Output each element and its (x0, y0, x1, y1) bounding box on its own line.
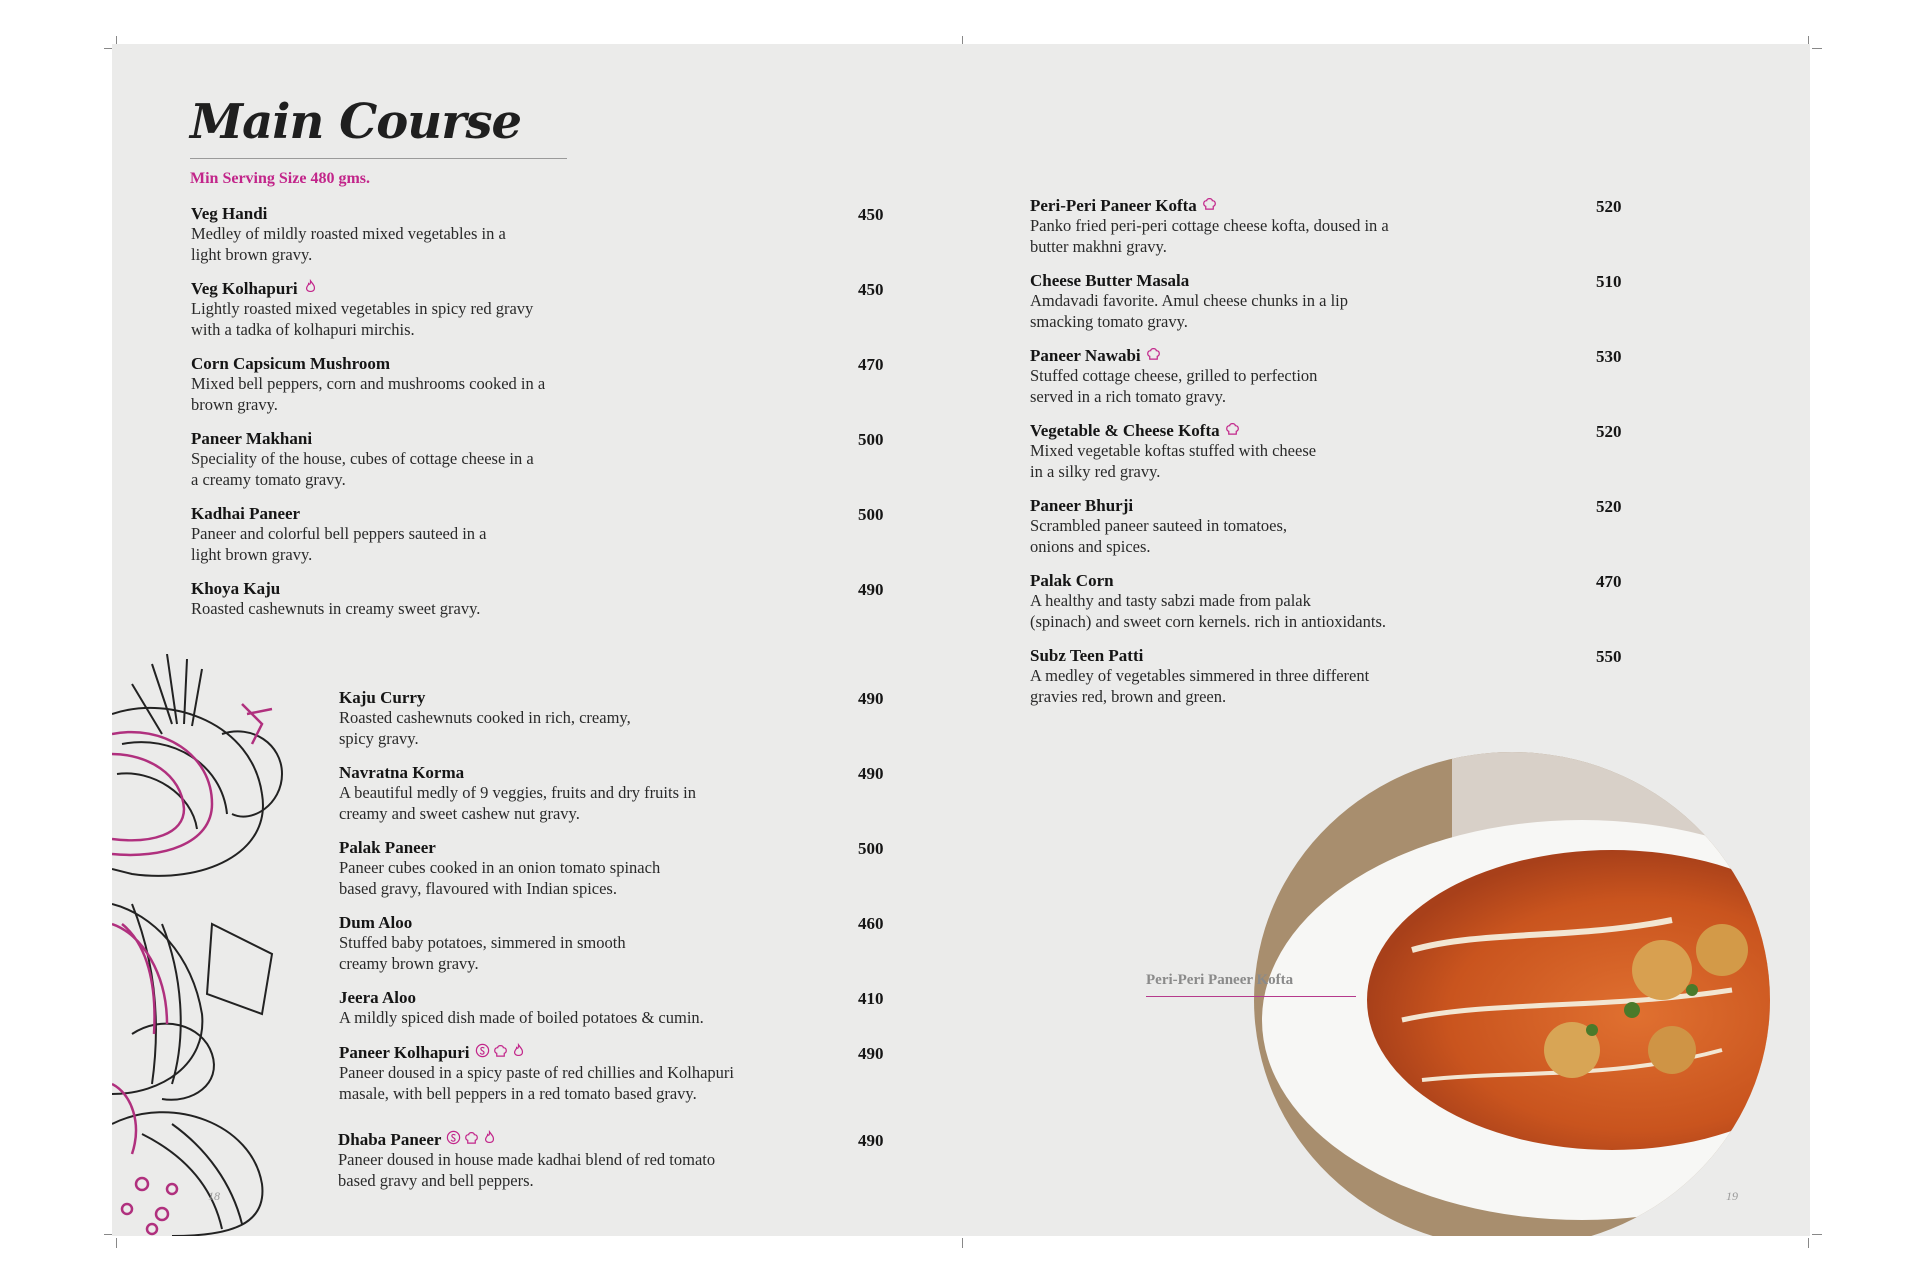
menu-item-description: A beautiful medly of 9 veggies, fruits and dry fruits in creamy and sweet cashew nut gravy. (339, 783, 696, 823)
menu-item-name-row (339, 763, 696, 783)
menu-item-name: Navratna Korma (339, 763, 465, 782)
menu-item-description: A healthy and tasty sabzi made from palak (spinach) and sweet corn kernels. rich in antioxidants. (1030, 591, 1387, 631)
menu-item-price: 530 (1596, 347, 1622, 366)
menu-item-name-row (1030, 346, 1317, 366)
menu-item-description: Paneer cubes cooked in an onion tomato spinach based gravy, flavoured with Indian spices. (339, 858, 661, 898)
menu-item-description: Medley of mildly roasted mixed vegetables in a light brown gravy. (191, 224, 506, 264)
menu-item (191, 504, 487, 565)
menu-item-name-row (191, 204, 506, 224)
chef-hat-icon (493, 1043, 508, 1063)
crop-mark (1812, 1234, 1822, 1235)
page-number-right: 19 (1726, 1189, 1738, 1203)
menu-item-description: Panko fried peri-peri cottage cheese kofta, doused in a butter makhni gravy. (1030, 216, 1389, 256)
menu-item-name-row (1030, 571, 1386, 591)
menu-item-name: Veg Handi (191, 204, 268, 223)
photo-caption: Peri-Peri Paneer Kofta (1146, 972, 1294, 988)
chef-hat-icon (1225, 421, 1240, 441)
menu-item-price: 520 (1596, 497, 1622, 516)
menu-item-description: Paneer doused in a spicy paste of red chillies and Kolhapuri masale, with bell peppers in a red tomato based gravy. (339, 1063, 734, 1103)
menu-item (339, 988, 704, 1029)
menu-item (1030, 196, 1389, 257)
menu-item-description: Paneer and colorful bell peppers sauteed in a light brown gravy. (191, 524, 487, 564)
menu-item-name: Paneer Makhani (191, 429, 313, 448)
chef-hat-icon (1146, 346, 1161, 366)
menu-item (1030, 271, 1348, 332)
menu-item-price: 490 (858, 689, 884, 708)
menu-item-name-row (191, 279, 533, 299)
menu-item-name-row (191, 504, 487, 524)
dish-photo (1252, 750, 1772, 1236)
menu-item (339, 763, 696, 824)
menu-item-name-row (1030, 196, 1389, 216)
menu-item (1030, 496, 1287, 557)
menu-item (1030, 346, 1317, 407)
menu-item (191, 204, 506, 265)
menu-item-price: 450 (858, 280, 884, 299)
menu-item-name: Kaju Curry (339, 688, 426, 707)
menu-item-price: 500 (858, 505, 884, 524)
menu-item-description: Roasted cashewnuts in creamy sweet gravy. (191, 599, 481, 618)
signature-icon (475, 1043, 490, 1063)
menu-item-name: Peri-Peri Paneer Kofta (1030, 196, 1197, 215)
menu-item-description: Lightly roasted mixed vegetables in spicy red gravy with a tadka of kolhapuri mirchis. (191, 299, 534, 339)
title-divider (190, 158, 567, 159)
menu-item-name-row (191, 579, 480, 599)
menu-item-price: 410 (858, 989, 884, 1008)
menu-item-icons (303, 279, 318, 299)
menu-item-price: 490 (858, 764, 884, 783)
menu-item-name-row (191, 429, 534, 449)
menu-item-description: Stuffed cottage cheese, grilled to perfection served in a rich tomato gravy. (1030, 366, 1318, 406)
menu-item-description: Amdavadi favorite. Amul cheese chunks in a lip smacking tomato gravy. (1030, 291, 1348, 331)
menu-item-name: Dum Aloo (339, 913, 413, 932)
menu-item-price: 490 (858, 1044, 884, 1063)
menu-item-description: Speciality of the house, cubes of cottage cheese in a a creamy tomato gravy. (191, 449, 534, 489)
menu-item (339, 688, 631, 749)
menu-item-price: 490 (858, 1131, 884, 1150)
menu-item-name-row (339, 913, 626, 933)
serving-size-note: Min Serving Size 480 gms. (190, 170, 370, 187)
menu-item-price: 550 (1596, 647, 1622, 666)
menu-item-name: Palak Paneer (339, 838, 436, 857)
signature-icon (446, 1130, 461, 1150)
menu-item (191, 279, 533, 340)
menu-item (339, 838, 660, 899)
menu-item-price: 460 (858, 914, 884, 933)
menu-item-price: 470 (1596, 572, 1622, 591)
menu-item (338, 1130, 715, 1191)
photo-caption-rule (1146, 996, 1356, 997)
menu-item-name: Dhaba Paneer (338, 1130, 442, 1149)
menu-item-name: Paneer Nawabi (1030, 346, 1141, 365)
menu-item-description: Mixed bell peppers, corn and mushrooms cooked in a brown gravy. (191, 374, 546, 414)
menu-item (339, 913, 626, 974)
menu-item-name-row (1030, 646, 1369, 666)
menu-item-name: Paneer Kolhapuri (339, 1043, 470, 1062)
menu-item-name-row (338, 1130, 715, 1150)
menu-item (339, 1043, 734, 1104)
menu-item-name: Paneer Bhurji (1030, 496, 1134, 515)
spicy-icon (511, 1043, 526, 1063)
menu-item-icons (1146, 346, 1161, 366)
menu-item-name: Subz Teen Patti (1030, 646, 1144, 665)
chef-hat-icon (464, 1130, 479, 1150)
vegetable-illustration (112, 654, 312, 1236)
menu-item-description: A mildly spiced dish made of boiled potatoes & cumin. (339, 1008, 704, 1027)
menu-item-name: Kadhai Paneer (191, 504, 301, 523)
menu-item-name-row (1030, 271, 1348, 291)
menu-spread (112, 44, 1810, 1236)
menu-item-price: 500 (858, 430, 884, 449)
menu-item-name-row (1030, 421, 1316, 441)
menu-item-price: 520 (1596, 422, 1622, 441)
menu-item-icons (1202, 196, 1217, 216)
menu-item-name: Jeera Aloo (339, 988, 416, 1007)
spicy-icon (482, 1130, 497, 1150)
menu-item-description: Roasted cashewnuts cooked in rich, creamy, spicy gravy. (339, 708, 631, 748)
menu-item-name: Veg Kolhapuri (191, 279, 298, 298)
menu-item-icons (1225, 421, 1240, 441)
menu-item-name: Palak Corn (1030, 571, 1114, 590)
page-number-left: 18 (208, 1189, 220, 1203)
menu-item-name: Cheese Butter Masala (1030, 271, 1190, 290)
menu-item-price: 450 (858, 205, 884, 224)
menu-item-icons (446, 1130, 497, 1150)
page-title: Main Course (190, 94, 522, 150)
menu-item-description: Paneer doused in house made kadhai blend of red tomato based gravy and bell peppers. (338, 1150, 716, 1190)
menu-item-price: 470 (858, 355, 884, 374)
crop-mark (1812, 48, 1822, 49)
crop-mark (962, 1238, 963, 1248)
crop-mark (1808, 1238, 1809, 1248)
menu-item (1030, 571, 1386, 632)
menu-item (191, 429, 534, 490)
menu-item (191, 579, 480, 620)
menu-item-name-row (1030, 496, 1287, 516)
menu-item-price: 490 (858, 580, 884, 599)
menu-item-icons (475, 1043, 526, 1063)
crop-mark (116, 1238, 117, 1248)
menu-item-name-row (191, 354, 545, 374)
menu-item-description: A medley of vegetables simmered in three different gravies red, brown and green. (1030, 666, 1370, 706)
menu-item-description: Stuffed baby potatoes, simmered in smooth creamy brown gravy. (339, 933, 626, 973)
menu-item (191, 354, 545, 415)
menu-item-name-row (339, 988, 704, 1008)
menu-item-name-row (339, 838, 660, 858)
menu-item-price: 500 (858, 839, 884, 858)
menu-item-price: 520 (1596, 197, 1622, 216)
chef-hat-icon (1202, 196, 1217, 216)
menu-item-description: Mixed vegetable koftas stuffed with cheese in a silky red gravy. (1030, 441, 1317, 481)
spicy-icon (303, 279, 318, 299)
menu-item-price: 510 (1596, 272, 1622, 291)
menu-item-name: Vegetable & Cheese Kofta (1030, 421, 1220, 440)
menu-item-name: Corn Capsicum Mushroom (191, 354, 390, 373)
menu-item-name-row (339, 688, 631, 708)
menu-item-name-row (339, 1043, 734, 1063)
menu-item-name: Khoya Kaju (191, 579, 281, 598)
menu-item-description: Scrambled paneer sauteed in tomatoes, onions and spices. (1030, 516, 1288, 556)
menu-item (1030, 646, 1369, 707)
menu-item (1030, 421, 1316, 482)
